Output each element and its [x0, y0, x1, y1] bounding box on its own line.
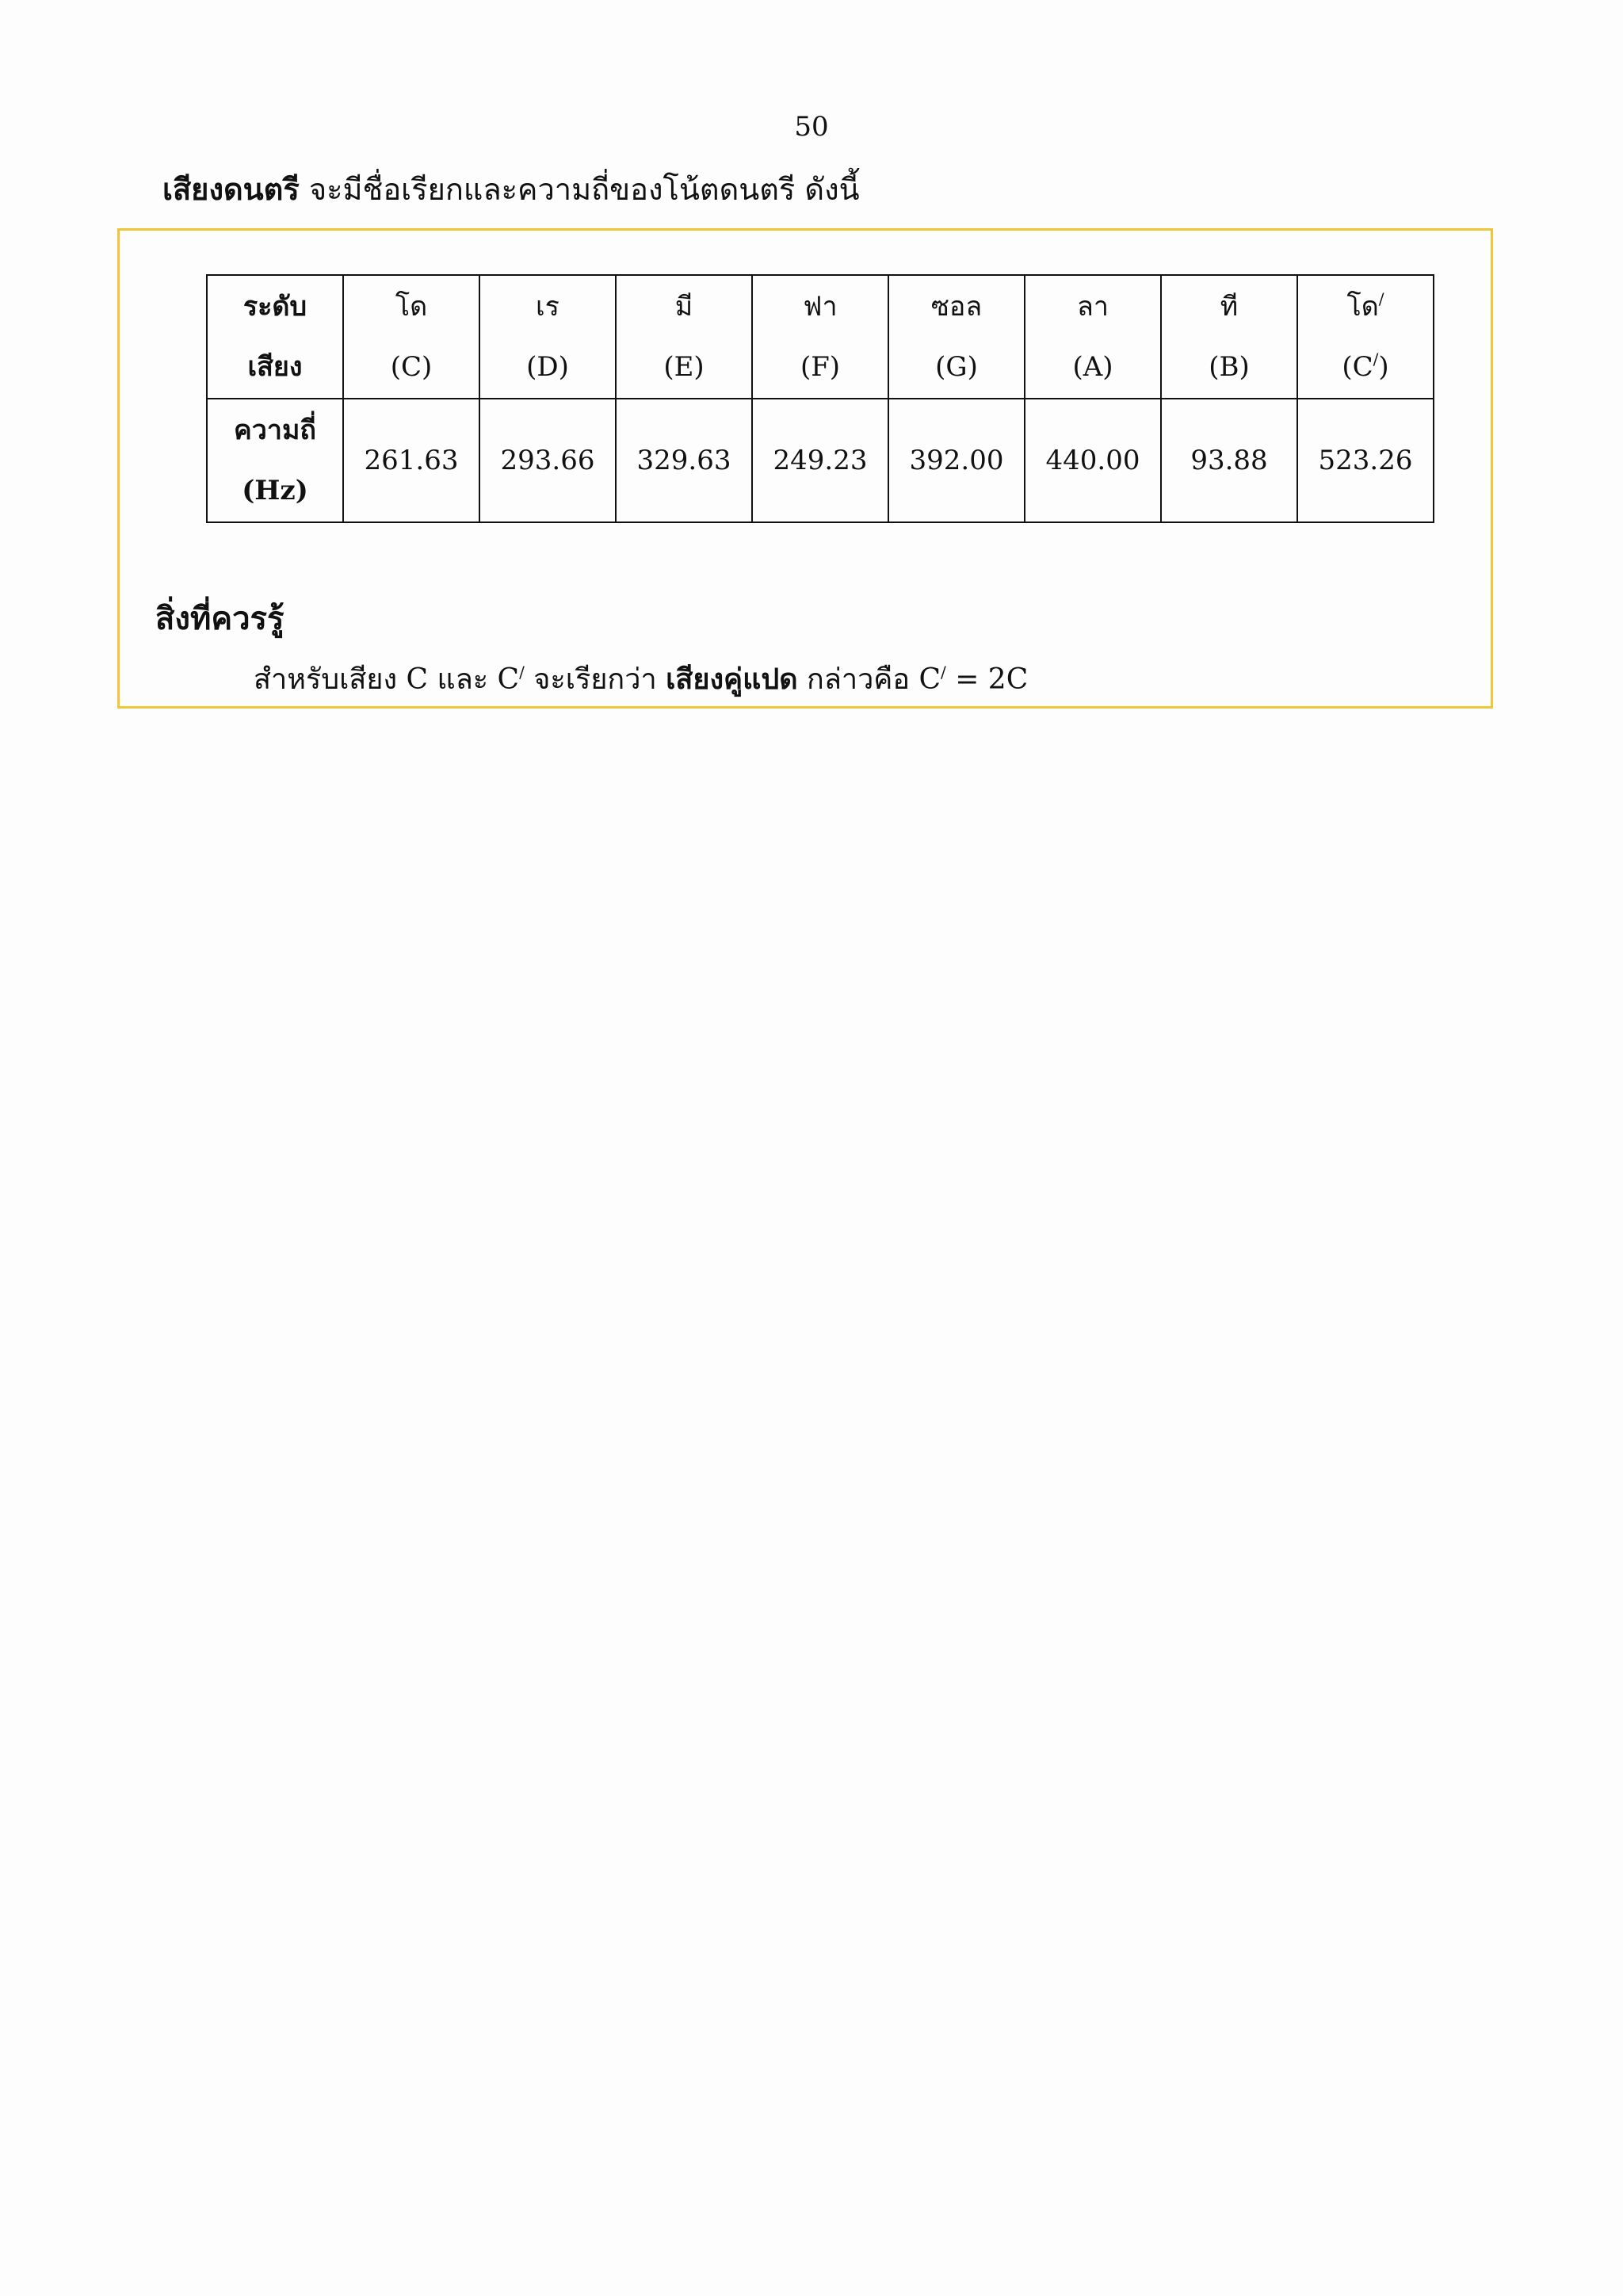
table-row-notes: [207, 275, 1434, 399]
note-cell-c-high: โด/ (C/): [1297, 275, 1434, 399]
frequency-cell-d: 293.66: [479, 399, 616, 522]
row-header-level: ระดับ เสียง: [207, 275, 343, 399]
frequency-cell-f: 249.23: [752, 399, 888, 522]
note-cell-a: ลา (A): [1025, 275, 1161, 399]
prime-mark: /: [941, 663, 946, 682]
prime-mark: /: [1373, 350, 1379, 369]
note-cell-d: เร (D): [479, 275, 616, 399]
tip-heading: สิ่งที่ควรรู้: [155, 600, 285, 637]
page-number: 50: [794, 111, 829, 143]
prime-mark: /: [519, 663, 525, 682]
frequency-cell-g: 392.00: [888, 399, 1025, 522]
frequency-cell-e: 329.63: [616, 399, 752, 522]
frequency-cell-b: 93.88: [1161, 399, 1297, 522]
note-cell-e: มี (E): [616, 275, 752, 399]
frequency-cell-a: 440.00: [1025, 399, 1161, 522]
row-header-frequency: ความถี่ (Hz): [207, 399, 343, 522]
frequency-cell-c-high: 523.26: [1297, 399, 1434, 522]
note-cell-c: โด (C): [343, 275, 479, 399]
note-cell-g: ซอล (G): [888, 275, 1025, 399]
note-frequency-table: [206, 274, 1434, 523]
frequency-cell-c: 261.63: [343, 399, 479, 522]
intro-paragraph: [162, 165, 860, 213]
note-cell-f: ฟา (F): [752, 275, 888, 399]
intro-bold-term: เสียงดนตรี: [162, 171, 300, 207]
tip-text: สำหรับเสียง C และ C/ จะเรียกว่า เสียงคู่แปด กล่าวคือ C/ = 2C: [254, 663, 1029, 696]
note-cell-b: ที (B): [1161, 275, 1297, 399]
prime-mark: /: [1378, 289, 1384, 308]
table-row-frequencies: [207, 399, 1434, 522]
intro-text: จะมีชื่อเรียกและความถี่ของโน้ตดนตรี ดังนี้: [299, 172, 860, 207]
octave-term: เสียงคู่แปด: [666, 663, 798, 696]
